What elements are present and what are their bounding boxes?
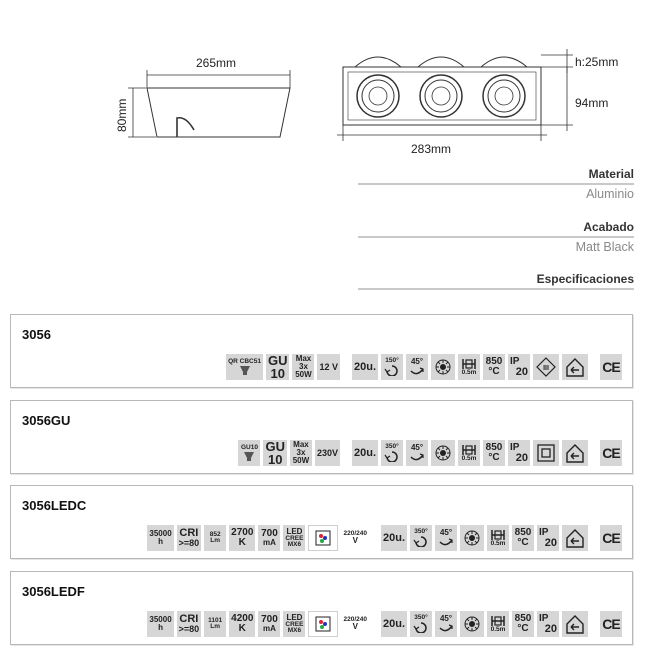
tilt-badge: 350° — [381, 440, 403, 466]
product-code: 3056LEDF — [22, 584, 85, 599]
tilt-badge: 150° — [381, 354, 403, 380]
house-icon — [564, 442, 586, 464]
tilt-badge: 350° — [410, 611, 432, 637]
top-height-label: h:25mm — [575, 55, 619, 69]
voltage-badge: 220/240 V — [341, 525, 369, 551]
swivel-badge: 45° — [435, 525, 457, 551]
kelvin-badge: 2700 K — [229, 525, 255, 551]
divider — [358, 288, 634, 290]
swivel-icon — [438, 537, 454, 547]
finish-label: Acabado — [583, 220, 634, 234]
light-badge — [460, 611, 484, 637]
side-view-drawing — [110, 50, 310, 145]
rotate-icon — [384, 364, 400, 376]
lamp-type-badge: GU10 — [238, 440, 260, 466]
side-height-label: 80mm — [115, 98, 129, 132]
distance-icon — [489, 529, 507, 541]
bulb-icon — [238, 365, 252, 375]
light-icon — [433, 443, 453, 463]
temperature-badge: 850 °C — [483, 440, 505, 466]
voltage-badge: 220/240 V — [341, 611, 369, 637]
lifetime-badge: 35000 h — [147, 611, 173, 637]
rgb-chart-badge — [308, 525, 338, 551]
distance-icon — [460, 444, 478, 456]
house-icon — [564, 613, 586, 635]
side-width-label: 265mm — [196, 56, 237, 70]
current-badge: 700 mA — [258, 611, 280, 637]
voltage-badge: 230V — [315, 440, 340, 466]
cri-badge: CRI >=80 — [177, 611, 202, 637]
light-badge — [431, 354, 455, 380]
swivel-icon — [438, 623, 454, 633]
ip-badge: IP 20 — [537, 611, 559, 637]
swivel-badge: 45° — [406, 354, 428, 380]
rotate-icon — [413, 535, 429, 547]
cri-badge: CRI >=80 — [177, 525, 202, 551]
lamp-type-badge: QR CBC51 — [226, 354, 263, 380]
power-badge: Max 3x 50W — [292, 354, 314, 380]
bulb-icon — [242, 451, 256, 461]
color-chart-icon — [315, 530, 331, 546]
temperature-badge: 850 °C — [512, 525, 534, 551]
color-chart-icon — [315, 616, 331, 632]
light-icon — [462, 528, 482, 548]
product-code: 3056 — [22, 327, 51, 342]
units-badge: 20u. — [381, 611, 407, 637]
house-icon — [564, 356, 586, 378]
product-code: 3056GU — [22, 413, 71, 428]
ce-badge: CE — [600, 611, 622, 637]
ce-badge: CE — [600, 525, 622, 551]
product-panel-3056gu — [10, 400, 633, 474]
ip-badge: IP 20 — [508, 440, 530, 466]
class-iii-badge — [533, 354, 559, 380]
light-badge — [460, 525, 484, 551]
tilt-badge: 350° — [410, 525, 432, 551]
led-badge: LED CREE MX6 — [283, 611, 305, 637]
finish-block — [358, 220, 634, 254]
material-value: Aluminio — [586, 187, 634, 201]
units-badge: 20u. — [352, 440, 378, 466]
rgb-chart-badge — [308, 611, 338, 637]
ce-badge: CE — [600, 354, 622, 380]
product-panel-3056 — [10, 314, 633, 388]
material-label: Material — [588, 167, 634, 181]
house-badge — [562, 354, 588, 380]
top-length-label: 283mm — [411, 142, 452, 156]
cut-distance-badge: 0.5m — [458, 354, 480, 380]
light-icon — [462, 614, 482, 634]
distance-icon — [489, 615, 507, 627]
lifetime-badge: 35000 h — [147, 525, 173, 551]
svg-text:III: III — [543, 365, 549, 372]
rotate-icon — [413, 621, 429, 633]
top-depth-label: 94mm — [575, 96, 609, 110]
ce-badge: CE — [600, 440, 622, 466]
swivel-badge: 45° — [435, 611, 457, 637]
house-icon — [564, 527, 586, 549]
current-badge: 700 mA — [258, 525, 280, 551]
socket-badge: GU 10 — [265, 439, 285, 467]
kelvin-badge: 4200 K — [229, 611, 255, 637]
house-badge — [562, 440, 588, 466]
light-icon — [433, 357, 453, 377]
temperature-badge: 850 °C — [512, 611, 534, 637]
material-block — [358, 167, 634, 201]
cut-distance-badge: 0.5m — [487, 525, 509, 551]
rotate-icon — [384, 450, 400, 462]
light-badge — [431, 440, 455, 466]
ip-badge: IP 20 — [508, 354, 530, 380]
specs-block — [358, 272, 634, 290]
product-code: 3056LEDC — [22, 498, 87, 513]
led-badge: LED CREE MX6 — [283, 525, 305, 551]
socket-badge: GU 10 — [267, 353, 288, 381]
product-panel-3056ledf — [10, 571, 633, 645]
distance-icon — [460, 358, 478, 370]
house-badge — [562, 525, 588, 551]
product-panel-3056ledc — [10, 485, 633, 559]
diamond-class-iii-icon — [535, 356, 557, 378]
top-view-drawing — [335, 45, 635, 160]
power-badge: Max 3x 50W — [290, 440, 312, 466]
cut-distance-badge: 0.5m — [458, 440, 480, 466]
lumen-badge: 852 Lm — [204, 525, 226, 551]
house-badge — [562, 611, 588, 637]
specs-label: Especificaciones — [536, 272, 634, 286]
swivel-icon — [409, 452, 425, 462]
units-badge: 20u. — [381, 525, 407, 551]
swivel-badge: 45° — [406, 440, 428, 466]
voltage-badge: 12 V — [317, 354, 340, 380]
cut-distance-badge: 0.5m — [487, 611, 509, 637]
ip-badge: IP 20 — [537, 525, 559, 551]
lumen-badge: 1101 Lm — [204, 611, 226, 637]
finish-value: Matt Black — [575, 240, 634, 254]
double-square-icon — [535, 442, 557, 464]
temperature-badge: 850 °C — [483, 354, 505, 380]
class-ii-badge — [533, 440, 559, 466]
units-badge: 20u. — [352, 354, 378, 380]
swivel-icon — [409, 366, 425, 376]
